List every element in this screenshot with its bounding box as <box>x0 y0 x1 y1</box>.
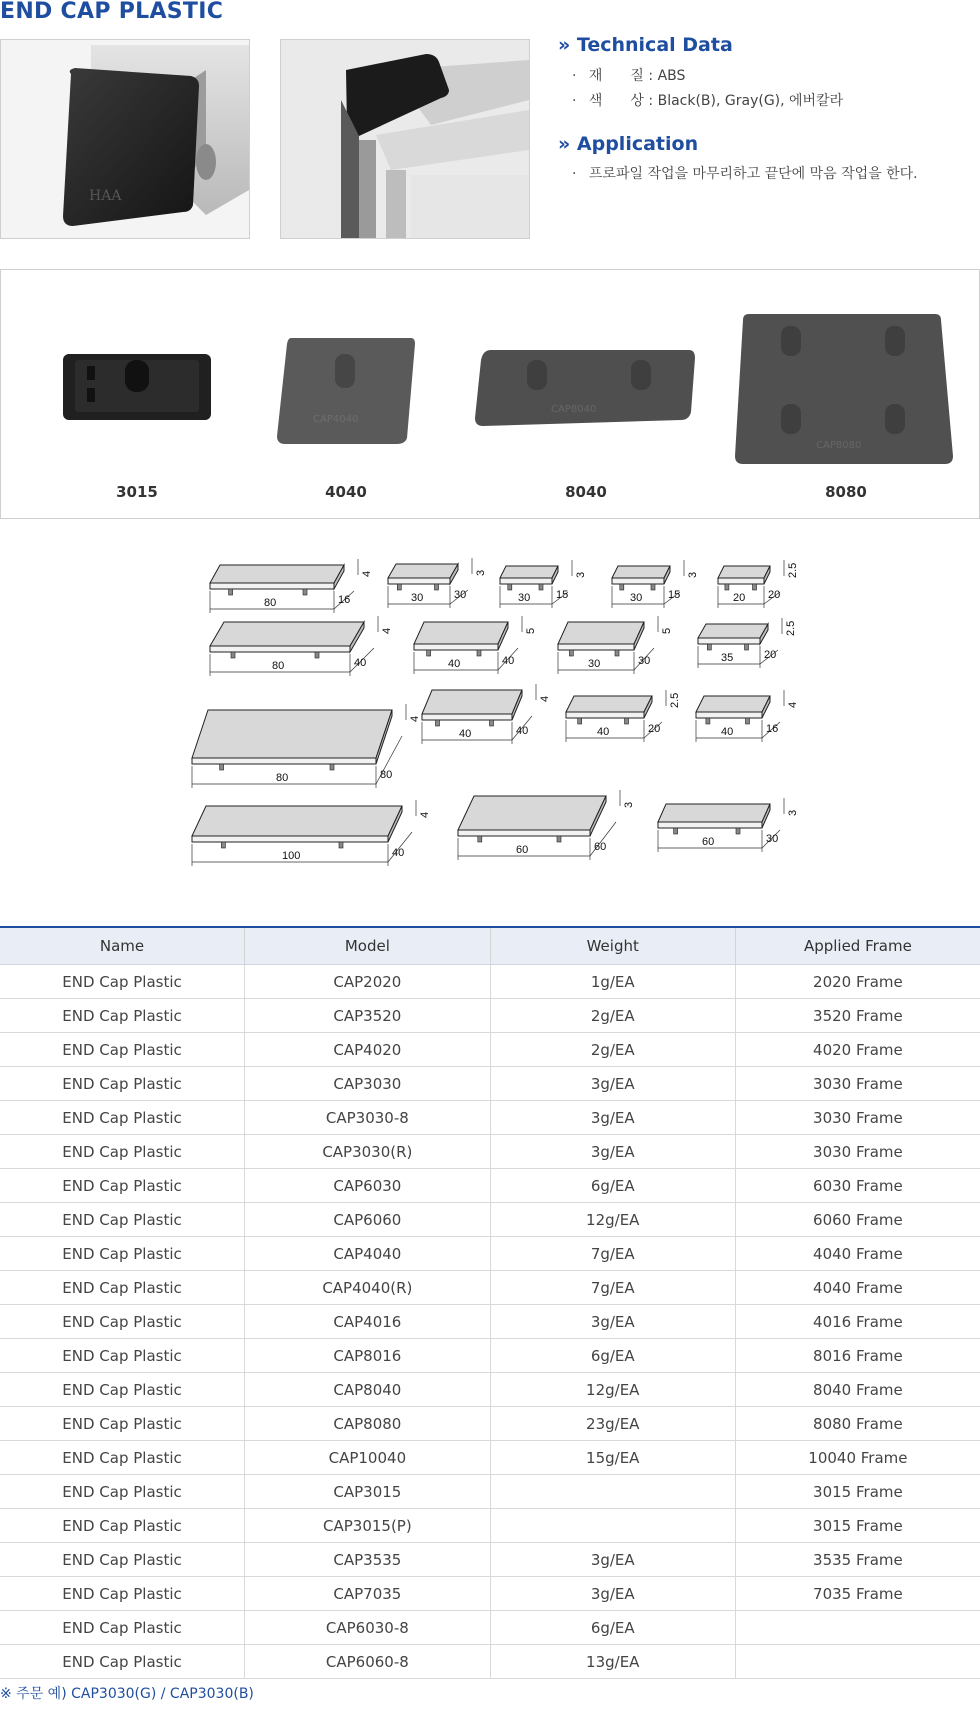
dimension-width: 35 <box>721 652 734 664</box>
dimension-width: 60 <box>702 836 715 848</box>
cap-drawing <box>422 684 551 744</box>
cell-applied-frame: 7035 Frame <box>735 1577 980 1611</box>
bullet-icon: · <box>572 166 577 182</box>
cell-weight: 7g/EA <box>490 1271 735 1305</box>
cell-applied-frame: 3015 Frame <box>735 1509 980 1543</box>
dimension-height: 3 <box>687 571 699 578</box>
cell-model: CAP3535 <box>245 1543 491 1577</box>
cap-drawing <box>696 690 799 742</box>
cell-name: END Cap Plastic <box>0 1509 245 1543</box>
cell-model: CAP6030 <box>245 1169 491 1203</box>
cell-name: END Cap Plastic <box>0 1203 245 1237</box>
cell-model: CAP6060-8 <box>245 1645 491 1679</box>
technical-line-color: · 색 상 : Black(B), Gray(G), 에버칼라 <box>572 93 844 109</box>
cell-weight <box>490 1475 735 1509</box>
dimension-width: 80 <box>264 597 277 609</box>
dimension-depth: 15 <box>556 589 569 601</box>
cap-4040-image <box>277 338 415 444</box>
cap-8080-image <box>735 314 953 464</box>
dimension-height: 2.5 <box>669 692 681 708</box>
cell-name: END Cap Plastic <box>0 999 245 1033</box>
cell-model: CAP2020 <box>245 965 491 999</box>
cell-applied-frame: 8016 Frame <box>735 1339 980 1373</box>
dimension-height: 3 <box>787 809 799 816</box>
dimension-depth: 40 <box>516 725 529 737</box>
dimension-height: 3 <box>623 801 635 808</box>
cell-weight: 12g/EA <box>490 1203 735 1237</box>
cell-name: END Cap Plastic <box>0 1237 245 1271</box>
cell-model: CAP8080 <box>245 1407 491 1441</box>
cap-drawing <box>388 558 487 608</box>
cap-drawing <box>210 616 393 676</box>
technical-data-heading: » Technical Data <box>558 34 733 56</box>
svg-text:CAP4040: CAP4040 <box>313 414 359 425</box>
cell-name: END Cap Plastic <box>0 1135 245 1169</box>
dimension-height: 5 <box>525 627 537 634</box>
table-row <box>0 1577 980 1611</box>
cell-applied-frame: 4020 Frame <box>735 1033 980 1067</box>
cell-weight: 3g/EA <box>490 1577 735 1611</box>
cell-model: CAP4020 <box>245 1033 491 1067</box>
dimension-width: 100 <box>282 850 301 862</box>
dimension-height: 5 <box>661 627 673 634</box>
dimension-depth: 20 <box>764 649 777 661</box>
cell-name: END Cap Plastic <box>0 1339 245 1373</box>
table-row <box>0 1509 980 1543</box>
cell-name: END Cap Plastic <box>0 1543 245 1577</box>
dimension-height: 4 <box>381 627 393 634</box>
cell-model: CAP8016 <box>245 1339 491 1373</box>
cell-name: END Cap Plastic <box>0 1645 245 1679</box>
table-row <box>0 1305 980 1339</box>
cell-model: CAP3520 <box>245 999 491 1033</box>
order-example-note: ※ 주문 예) CAP3030(G) / CAP3030(B) <box>0 1686 254 1702</box>
cap-logo-text: HAA <box>89 188 122 204</box>
table-row <box>0 1203 980 1237</box>
cell-applied-frame: 8040 Frame <box>735 1373 980 1407</box>
table-row <box>0 1441 980 1475</box>
dimension-depth: 30 <box>454 589 467 601</box>
bullet-icon: · <box>572 93 577 109</box>
cell-applied-frame: 3030 Frame <box>735 1067 980 1101</box>
page-title: END CAP PLASTIC <box>0 0 224 24</box>
cell-applied-frame: 6060 Frame <box>735 1203 980 1237</box>
cell-name: END Cap Plastic <box>0 1441 245 1475</box>
svg-text:CAP8080: CAP8080 <box>816 440 862 451</box>
cap-drawing <box>458 790 635 860</box>
dimension-width: 40 <box>721 726 734 738</box>
cell-model: CAP10040 <box>245 1441 491 1475</box>
cell-weight: 1g/EA <box>490 965 735 999</box>
double-chevron-icon: » <box>558 133 571 155</box>
dimension-width: 30 <box>588 658 601 670</box>
cell-model: CAP3015 <box>245 1475 491 1509</box>
spec-table <box>0 926 980 1679</box>
end-cap-gallery <box>0 269 980 519</box>
cell-applied-frame: 3535 Frame <box>735 1543 980 1577</box>
end-cap-photo-2 <box>280 39 530 239</box>
table-row <box>0 1101 980 1135</box>
cell-model: CAP4040(R) <box>245 1271 491 1305</box>
cell-applied-frame: 3030 Frame <box>735 1101 980 1135</box>
gallery-label-3015: 3015 <box>116 483 158 501</box>
cell-weight: 23g/EA <box>490 1407 735 1441</box>
dimension-depth: 16 <box>338 594 351 606</box>
cell-weight: 3g/EA <box>490 1543 735 1577</box>
table-row <box>0 1407 980 1441</box>
cell-model: CAP3030-8 <box>245 1101 491 1135</box>
cell-name: END Cap Plastic <box>0 1407 245 1441</box>
cell-applied-frame: 8080 Frame <box>735 1407 980 1441</box>
cell-name: END Cap Plastic <box>0 1577 245 1611</box>
cell-weight: 12g/EA <box>490 1373 735 1407</box>
cell-applied-frame <box>735 1611 980 1645</box>
table-row <box>0 1033 980 1067</box>
table-row <box>0 1611 980 1645</box>
column-header-model: Model <box>245 927 491 965</box>
dimension-width: 80 <box>276 772 289 784</box>
cap-drawing <box>718 560 799 608</box>
table-row <box>0 1543 980 1577</box>
cell-applied-frame: 4040 Frame <box>735 1237 980 1271</box>
cell-model: CAP3030(R) <box>245 1135 491 1169</box>
table-row <box>0 1135 980 1169</box>
table-row <box>0 1169 980 1203</box>
cell-weight: 2g/EA <box>490 1033 735 1067</box>
cell-name: END Cap Plastic <box>0 1475 245 1509</box>
cell-applied-frame: 4016 Frame <box>735 1305 980 1339</box>
cell-applied-frame: 6030 Frame <box>735 1169 980 1203</box>
cell-name: END Cap Plastic <box>0 1611 245 1645</box>
svg-text:CAP8040: CAP8040 <box>551 404 597 415</box>
cell-model: CAP8040 <box>245 1373 491 1407</box>
dimension-depth: 16 <box>766 723 779 735</box>
dimension-depth: 80 <box>380 769 393 781</box>
cell-model: CAP6030-8 <box>245 1611 491 1645</box>
gallery-label-8040: 8040 <box>565 483 607 501</box>
cap-drawing <box>658 798 799 852</box>
cell-model: CAP7035 <box>245 1577 491 1611</box>
cap-drawing <box>500 560 587 608</box>
cap-drawing <box>210 559 373 613</box>
cap-drawing <box>698 618 797 668</box>
cell-model: CAP3030 <box>245 1067 491 1101</box>
dimension-height: 2.5 <box>785 620 797 636</box>
table-row <box>0 1271 980 1305</box>
cell-applied-frame: 4040 Frame <box>735 1271 980 1305</box>
cap-drawing <box>566 690 681 742</box>
cell-name: END Cap Plastic <box>0 965 245 999</box>
cell-weight: 2g/EA <box>490 999 735 1033</box>
table-row <box>0 1339 980 1373</box>
cell-name: END Cap Plastic <box>0 1305 245 1339</box>
cap-3015-image <box>63 354 211 420</box>
cell-applied-frame: 3030 Frame <box>735 1135 980 1169</box>
table-row <box>0 1645 980 1679</box>
dimension-width: 40 <box>448 658 461 670</box>
cap-drawing <box>192 800 431 866</box>
dimension-width: 40 <box>459 728 472 740</box>
cell-weight: 3g/EA <box>490 1305 735 1339</box>
dimension-depth: 40 <box>502 655 515 667</box>
dimension-depth: 20 <box>768 589 781 601</box>
dimension-depth: 15 <box>668 589 681 601</box>
dimension-width: 80 <box>272 660 285 672</box>
cell-name: END Cap Plastic <box>0 1373 245 1407</box>
cell-weight: 6g/EA <box>490 1169 735 1203</box>
cell-name: END Cap Plastic <box>0 1169 245 1203</box>
cell-model: CAP3015(P) <box>245 1509 491 1543</box>
table-row <box>0 1475 980 1509</box>
cell-applied-frame: 10040 Frame <box>735 1441 980 1475</box>
application-line: · 프로파일 작업을 마무리하고 끝단에 막음 작업을 한다. <box>572 166 918 182</box>
dimension-height: 4 <box>361 570 373 577</box>
table-row <box>0 1237 980 1271</box>
table-header-row <box>0 927 980 965</box>
cell-weight: 13g/EA <box>490 1645 735 1679</box>
cell-weight: 6g/EA <box>490 1611 735 1645</box>
cell-weight <box>490 1509 735 1543</box>
dimension-drawings <box>0 540 980 910</box>
cell-name: END Cap Plastic <box>0 1101 245 1135</box>
column-header-applied-frame: Applied Frame <box>735 927 980 965</box>
cell-name: END Cap Plastic <box>0 1271 245 1305</box>
gallery-label-8080: 8080 <box>825 483 867 501</box>
cap-drawing <box>612 560 699 608</box>
table-row <box>0 1373 980 1407</box>
column-header-weight: Weight <box>490 927 735 965</box>
cell-model: CAP4040 <box>245 1237 491 1271</box>
double-chevron-icon: » <box>558 34 571 56</box>
dimension-depth: 40 <box>354 657 367 669</box>
cell-weight: 7g/EA <box>490 1237 735 1271</box>
dimension-height: 4 <box>419 811 431 818</box>
dimension-width: 30 <box>411 592 424 604</box>
cap-drawing <box>192 704 421 788</box>
cell-weight: 3g/EA <box>490 1101 735 1135</box>
dimension-height: 3 <box>475 569 487 576</box>
cap-8040-image <box>475 350 695 426</box>
cell-name: END Cap Plastic <box>0 1067 245 1101</box>
cell-weight: 15g/EA <box>490 1441 735 1475</box>
dimension-depth: 30 <box>766 833 779 845</box>
cap-drawing <box>414 616 537 674</box>
technical-line-material: · 재 질 : ABS <box>572 68 686 84</box>
dimension-width: 60 <box>516 844 529 856</box>
dimension-height: 4 <box>409 715 421 722</box>
dimension-width: 40 <box>597 726 610 738</box>
cell-weight: 6g/EA <box>490 1339 735 1373</box>
table-row <box>0 999 980 1033</box>
end-cap-photo-1 <box>0 39 250 239</box>
table-row <box>0 1067 980 1101</box>
dimension-depth: 30 <box>638 655 651 667</box>
dimension-height: 2.5 <box>787 562 799 578</box>
dimension-width: 20 <box>733 592 746 604</box>
table-row <box>0 965 980 999</box>
cell-model: CAP4016 <box>245 1305 491 1339</box>
cell-applied-frame <box>735 1645 980 1679</box>
dimension-depth: 40 <box>392 847 405 859</box>
cell-weight: 3g/EA <box>490 1067 735 1101</box>
column-header-name: Name <box>0 927 245 965</box>
dimension-height: 4 <box>787 701 799 708</box>
dimension-width: 30 <box>518 592 531 604</box>
dimension-width: 30 <box>630 592 643 604</box>
cell-name: END Cap Plastic <box>0 1033 245 1067</box>
dimension-depth: 20 <box>648 723 661 735</box>
cell-model: CAP6060 <box>245 1203 491 1237</box>
bullet-icon: · <box>572 68 577 84</box>
cell-applied-frame: 3015 Frame <box>735 1475 980 1509</box>
cell-applied-frame: 2020 Frame <box>735 965 980 999</box>
dimension-height: 4 <box>539 695 551 702</box>
cell-applied-frame: 3520 Frame <box>735 999 980 1033</box>
gallery-label-4040: 4040 <box>325 483 367 501</box>
cell-weight: 3g/EA <box>490 1135 735 1169</box>
application-heading: » Application <box>558 133 699 155</box>
dimension-height: 3 <box>575 571 587 578</box>
dimension-depth: 60 <box>594 841 607 853</box>
cap-drawing <box>558 616 673 674</box>
